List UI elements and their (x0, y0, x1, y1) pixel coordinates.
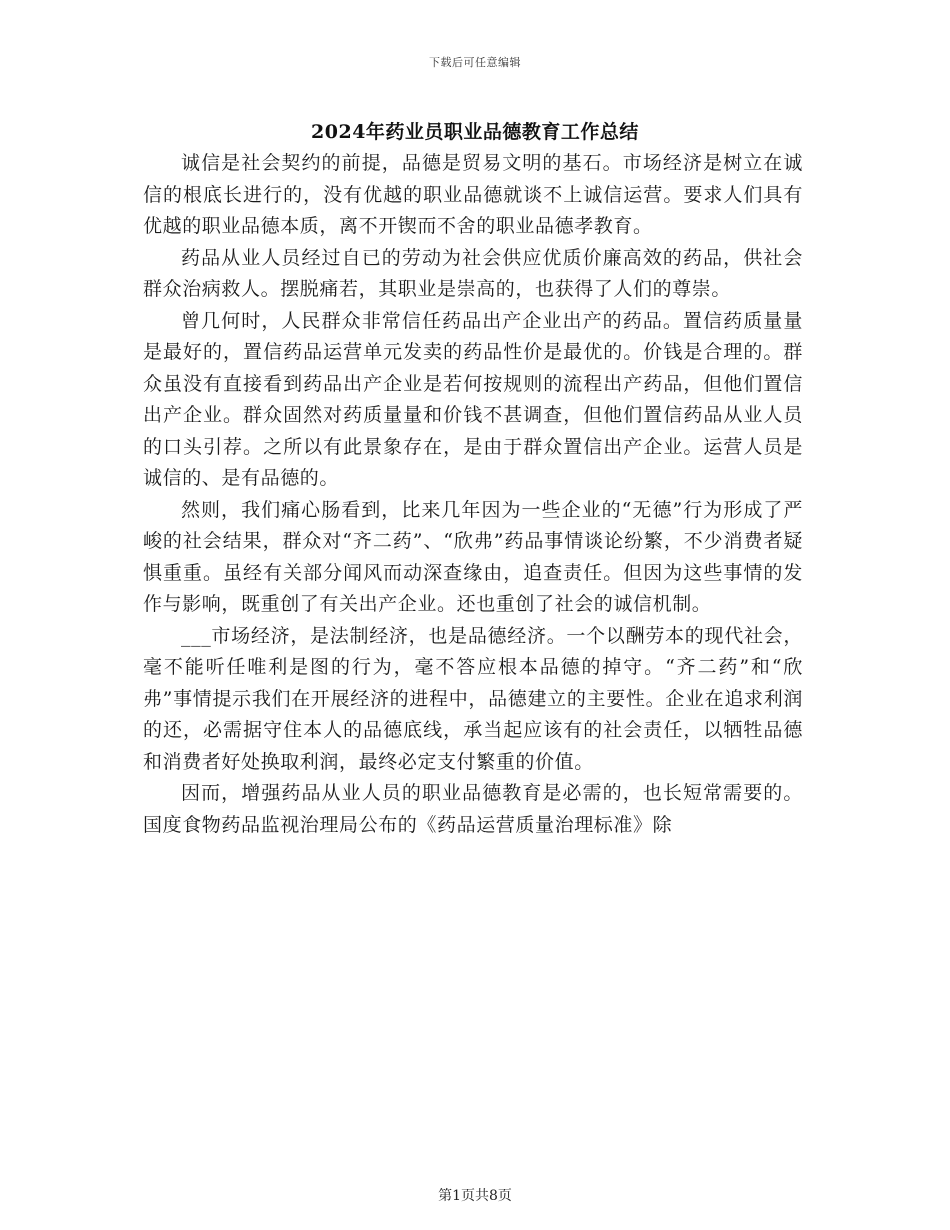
paragraph: ___市场经济，是法制经济，也是品德经济。一个以酬劳本的现代社会，毫不能听任唯利是图的行为，毫不答应根本品德的掉守。“齐二药”和“欣弗”事情提示我们在开展经济的进程中，品德建立的主要性。企业在追求利润的还，必需据守住本人的品德底线，承当起应该有的社会责任，以牺牲品德和消费者好处换取利润，最终必定支付繁重的价值。 (143, 624, 803, 773)
page-number: 第1页共8页 (438, 1188, 512, 1204)
document-body (143, 148, 803, 841)
paragraph: 药品从业人员经过自已的劳动为社会供应优质价廉高效的药品，供社会群众治病救人。摆脱痛若，其职业是崇高的，也获得了人们的尊崇。 (143, 246, 803, 300)
paragraph: 曾几何时，人民群众非常信任药品出产企业出产的药品。置信药质量量是最好的，置信药品运营单元发卖的药品性价是最优的。价钱是合理的。群众虽没有直接看到药品出产企业是若何按规则的流程出产药品，但他们置信出产企业。群众固然对药质量量和价钱不甚调查，但他们置信药品从业人员的口头引荐。之所以有此景象存在，是由于群众置信出产企业。运营人员是诚信的、是有品德的。 (143, 309, 803, 489)
page-header-note: 下载后可任意编辑 (429, 56, 521, 69)
paragraph: 然则，我们痛心肠看到，比来几年因为一些企业的“无德”行为形成了严峻的社会结果，群众对“齐二药”、“欣弗”药品事情谈论纷繁，不少消费者疑惧重重。虽经有关部分闻风而动深查缘由，追查责任。但因为这些事情的发作与影响，既重创了有关出产企业。还也重创了社会的诚信机制。 (143, 498, 803, 615)
paragraph: 诚信是社会契约的前提，品德是贸易文明的基石。市场经济是树立在诚信的根底长进行的，没有优越的职业品德就谈不上诚信运营。要求人们具有优越的职业品德本质，离不开锲而不舍的职业品德孝教育。 (143, 152, 803, 237)
paragraph: 因而，增强药品从业人员的职业品德教育是必需的，也长短常需要的。国度食物药品监视治理局公布的《药品运营质量治理标准》除 (143, 782, 803, 836)
document-title: 2024年药业员职业品德教育工作总结 (311, 121, 639, 143)
